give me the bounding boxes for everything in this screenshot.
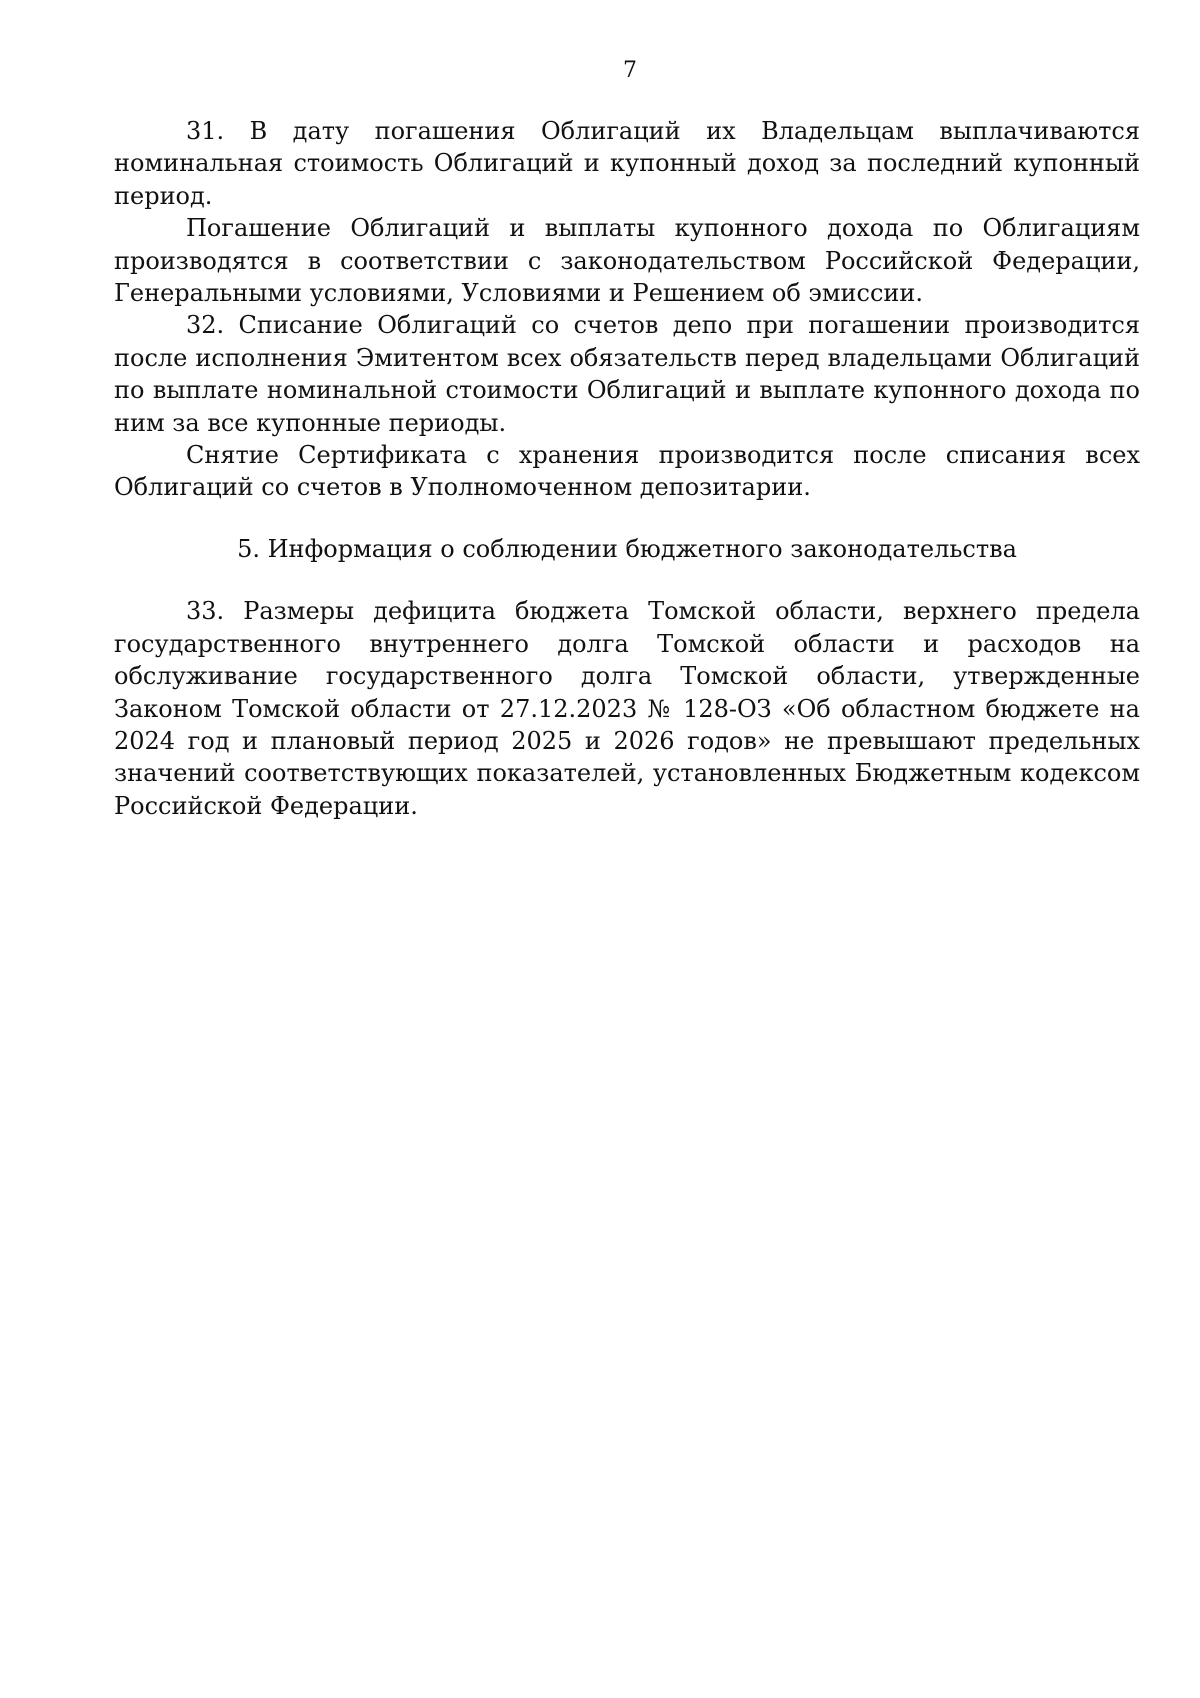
paragraph-33: 33. Размеры дефицита бюджета Томской области, верхнего предела государственного внутреннего долга Томской области и расходов на обслуживание государственного долга Томской области, утвержденные Законом Томской области от 27.12.2023 № 128-ОЗ «Об областном бюджете на 2024 год и плановый период 2025 и 2026 годов» не превышают предельных значений соответствующих показателей, установленных Бюджетным кодексом Российской Федерации. — [114, 597, 1140, 820]
paragraph-31-redemption: Погашение Облигаций и выплаты купонного дохода по Облигациям производятся в соответствии с законодательством Российской Федерации, Генеральными условиями, Условиями и Решением об эмиссии. — [114, 214, 1140, 308]
paragraph-32-certificate: Снятие Сертификата с хранения производится после списания всех Облигаций со счетов в Уполномоченном депозитарии. — [114, 441, 1140, 502]
paragraph-32: 32. Списание Облигаций со счетов депо при погашении производится после исполнения Эмитентом всех обязательств перед владельцами Облигаций по выплате номинальной стоимости Облигаций и выплате купонного дохода по ним за все купонные периоды. — [114, 311, 1140, 437]
section-heading: 5. Информация о соблюдении бюджетного законодательства — [237, 534, 1017, 563]
document-body — [114, 115, 1140, 822]
page-number: 7 — [623, 58, 637, 83]
paragraph-31: 31. В дату погашения Облигаций их Владельцам выплачиваются номинальная стоимость Облигаций и купонный доход за последний купонный период. — [114, 117, 1140, 210]
